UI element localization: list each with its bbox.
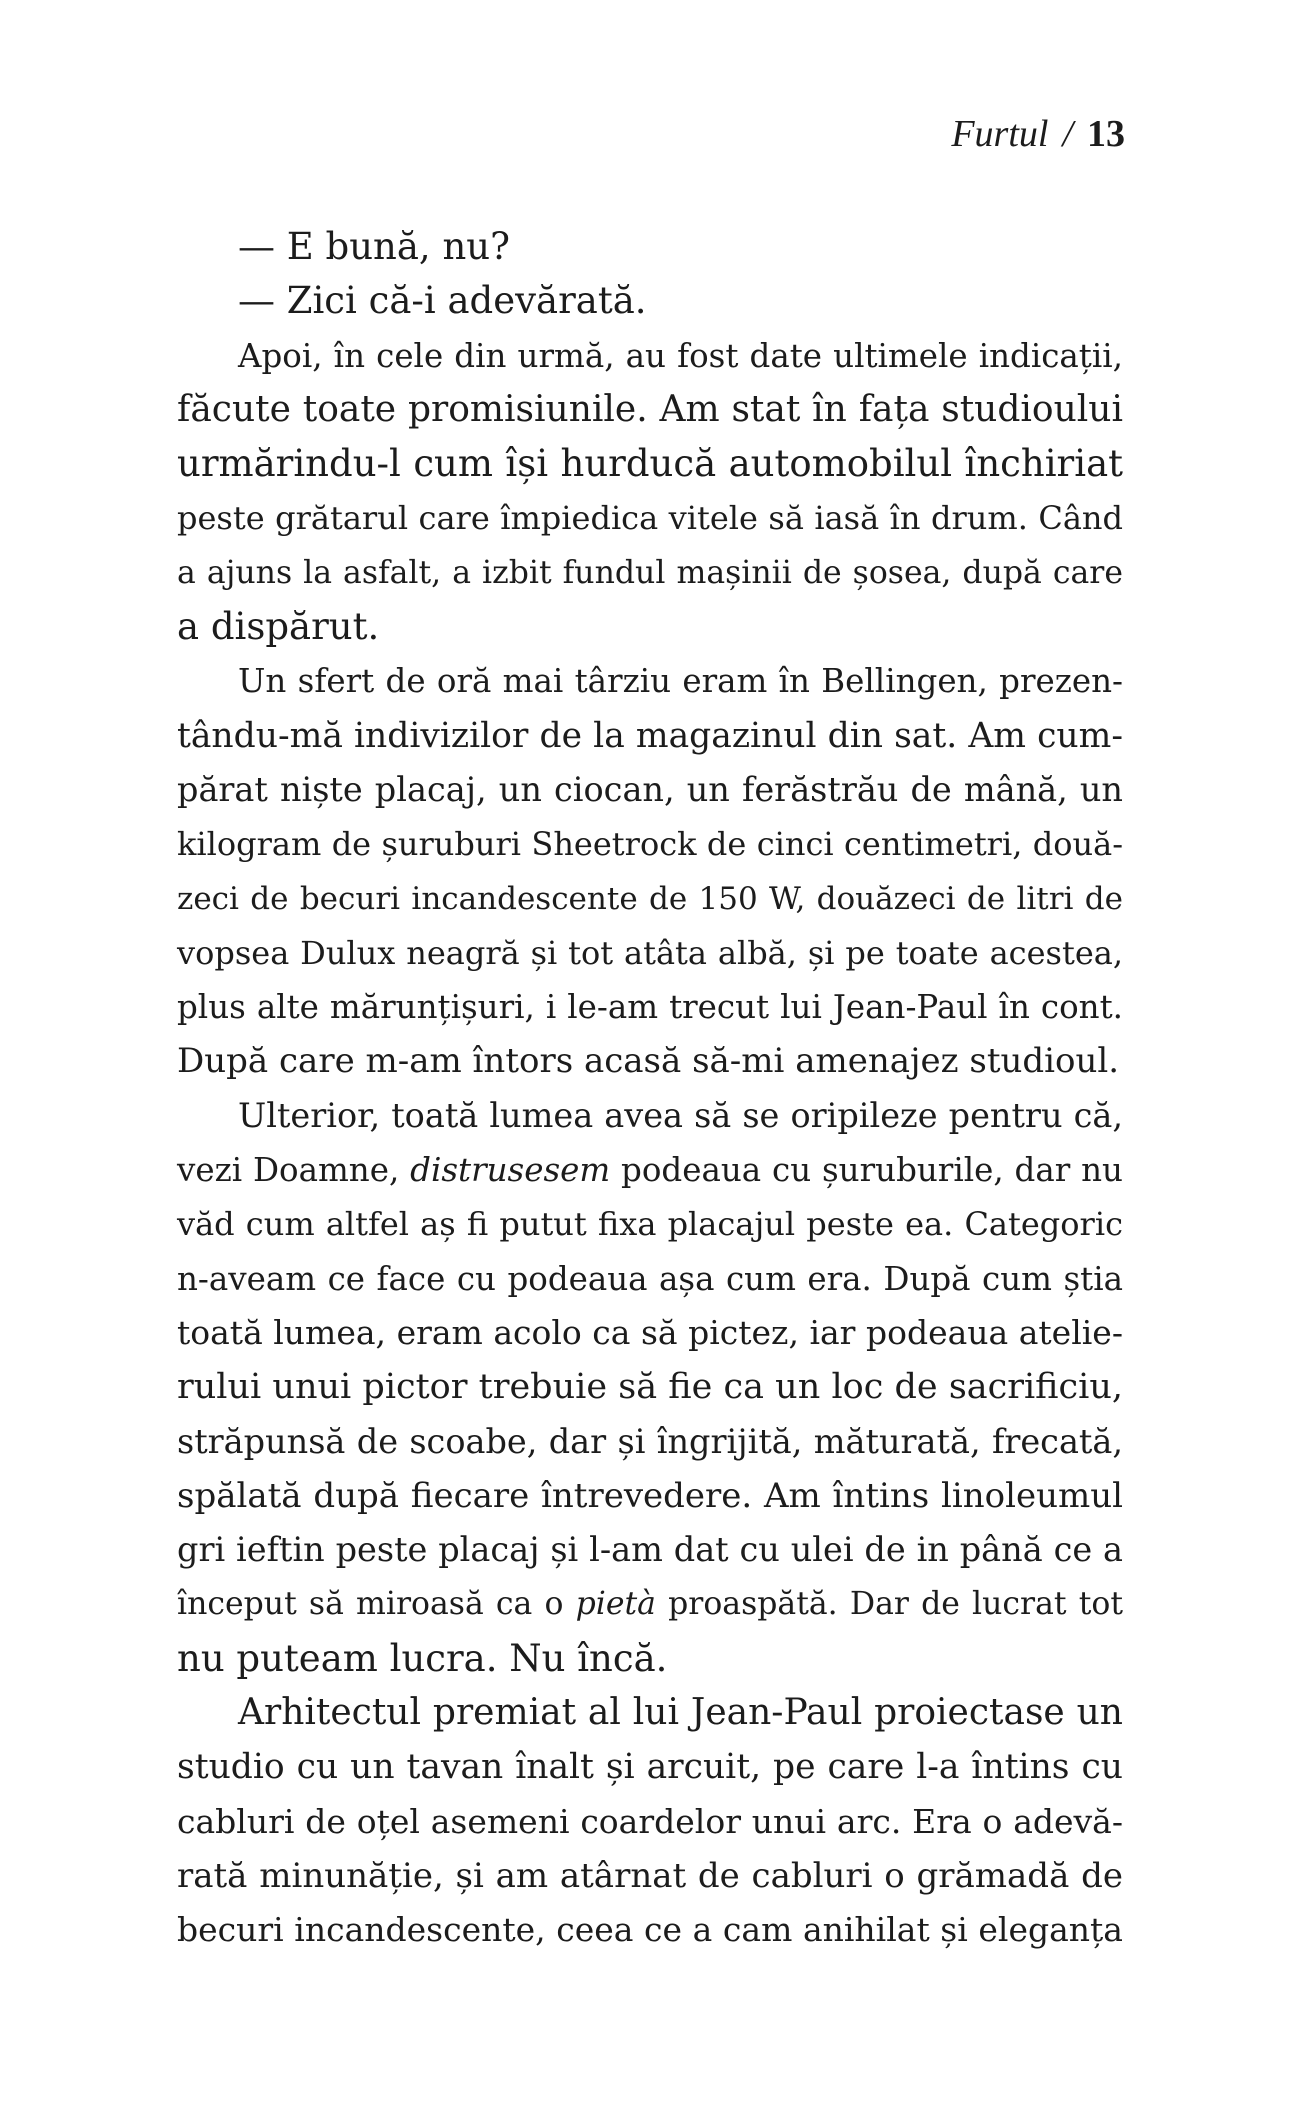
text-line: văd cum altfel aș fi putut fixa placajul peste ea. Categoric	[177, 1205, 1123, 1244]
text-line: urmărindu-l cum își hurducă automobilul închiriat	[177, 442, 1123, 486]
text-line: străpunsă de scoabe, dar și îngrijită, măturată, frecată,	[177, 1421, 1123, 1461]
header-separator: /	[1062, 113, 1073, 155]
text-line: spălată după fiecare întrevedere. Am întins linoleumul	[177, 1475, 1123, 1516]
text-line: tându-mă indivizilor de la magazinul din sat. Am cum-	[177, 715, 1123, 756]
text-line: plus alte mărunțișuri, i le-am trecut lui Jean-Paul în cont.	[177, 988, 1123, 1027]
text-line: n-aveam ce face cu podeaua așa cum era. După cum știa	[177, 1259, 1123, 1298]
text-line: vopsea Dulux neagră și tot atâta albă, și pe toate acestea,	[177, 933, 1123, 972]
text-line: peste grătarul care împiedica vitele să iasă în drum. Când	[177, 499, 1123, 538]
body-text	[177, 220, 1123, 1958]
text-line: — E bună, nu?	[238, 225, 510, 268]
text-line: rului unui pictor trebuie să fie ca un loc de sacrificiu,	[177, 1367, 1123, 1408]
text-line: început să miroasă ca o pietà proaspătă. Dar de lucrat tot	[177, 1586, 1123, 1623]
page-number: 13	[1087, 113, 1125, 155]
text-line: Arhitectul premiat al lui Jean-Paul proiectase un	[238, 1692, 1123, 1734]
text-line: nu puteam lucra. Nu încă.	[177, 1636, 668, 1680]
text-line: kilogram de șuruburi Sheetrock de cinci centimetri, două-	[177, 825, 1123, 864]
text-line: a ajuns la asfalt, a izbit fundul mașinii de șosea, după care	[177, 554, 1123, 591]
text-line: toată lumea, eram acolo ca să pictez, iar podeaua atelie-	[177, 1312, 1123, 1352]
running-title: Furtul	[951, 113, 1049, 155]
text-line: părat niște placaj, un ciocan, un ferăstrău de mână, un	[177, 769, 1123, 809]
text-line: a dispărut.	[177, 605, 380, 649]
text-line: După care m-am întors acasă să-mi amenajez studioul.	[177, 1041, 1120, 1082]
text-line: făcute toate promisiunile. Am stat în fața studioului	[177, 388, 1123, 430]
text-line: Un sfert de oră mai târziu eram în Bellingen, prezen-	[238, 662, 1123, 701]
running-header	[951, 112, 1125, 157]
text-line: cabluri de oțel asemeni coardelor unui arc. Era o adevă-	[177, 1801, 1123, 1841]
text-line: rată minunăție, și am atârnat de cabluri o grămadă de	[177, 1855, 1123, 1896]
italic-word: pietà	[575, 1586, 656, 1623]
text-line: becuri incandescente, ceea ce a cam anihilat și eleganța	[177, 1910, 1123, 1950]
text-line: Apoi, în cele din urmă, au fost date ultimele indicații,	[238, 336, 1123, 375]
text-line: zeci de becuri incandescente de 150 W, douăzeci de litri de	[177, 880, 1123, 917]
text-line: — Zici că-i adevărată.	[238, 279, 647, 323]
text-line: studio cu un tavan înalt și arcuit, pe care l-a întins cu	[177, 1747, 1123, 1788]
text-line: gri ieftin peste placaj și l-am dat cu ulei de in până ce a	[177, 1530, 1123, 1570]
italic-word: distrusesem	[410, 1151, 611, 1190]
text-line: vezi Doamne, distrusesem podeaua cu șuruburile, dar nu	[177, 1151, 1123, 1190]
text-line: Ulterior, toată lumea avea să se oripileze pentru că,	[238, 1095, 1123, 1135]
